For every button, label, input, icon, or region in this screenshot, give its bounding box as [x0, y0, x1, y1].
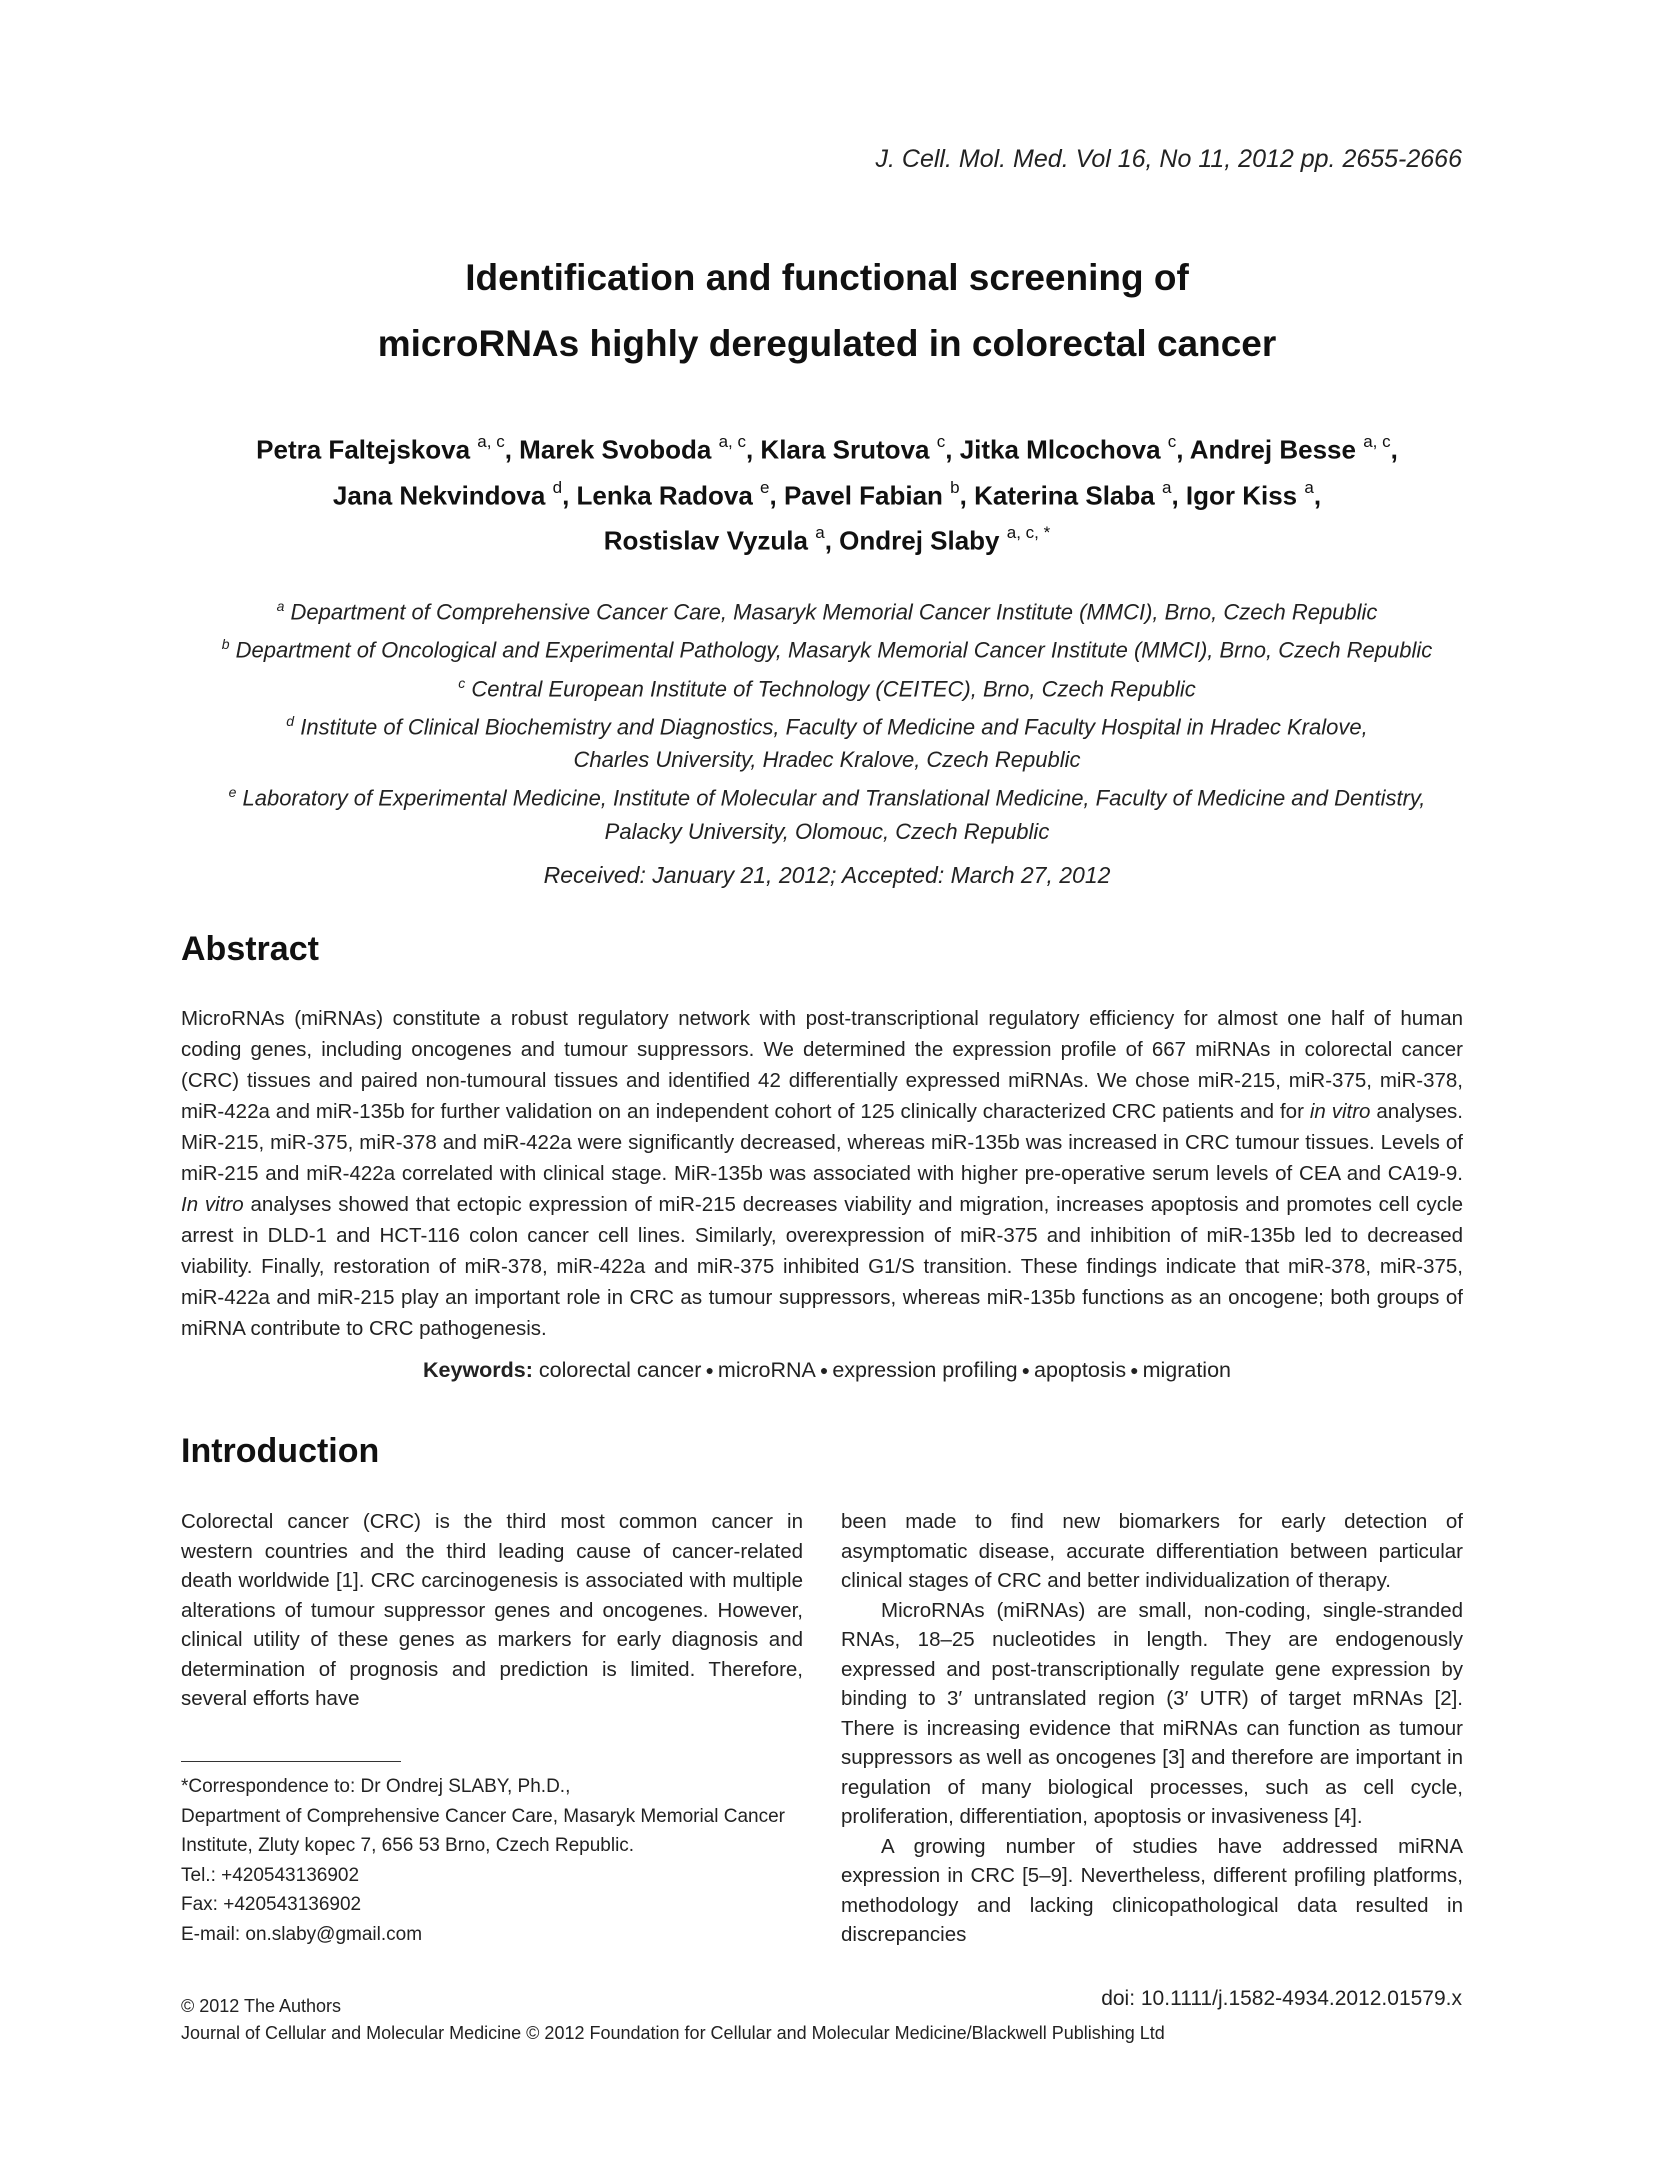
abstract-text-part: MicroRNAs (miRNAs) constitute a robust regulatory network with post-transcriptional regulatory efficiency for almost one half of human coding genes, including oncogenes and tumour suppressors. We determined the expression profile of 667 miRNAs in colorectal cancer (CRC) tissues and paired non-tumoural tissues and identified 42 differentially expressed miRNAs. We chose miR-215, miR-375, miR-378, miR-422a and miR-135b for further validation on an independent cohort of 125 clinically characterized CRC patients and for: [181, 1007, 1463, 1123]
author-separator: ,: [769, 480, 784, 511]
page-footer: [181, 1993, 1165, 2047]
correspondence-line: Department of Comprehensive Cancer Care, Masaryk Memorial Cancer: [181, 1805, 786, 1827]
publisher-line: Journal of Cellular and Molecular Medicine © 2012 Foundation for Cellular and Molecular Medicine/Blackwell Publishing Ltd: [181, 2023, 1165, 2043]
author-separator: ,: [1176, 434, 1190, 465]
author-affiliation-marker: c: [936, 432, 946, 451]
author-affiliation-marker: d: [552, 477, 563, 497]
author-affiliation-marker: c: [1167, 432, 1177, 451]
affiliation-marker: d: [286, 712, 295, 729]
author-separator: ,: [1313, 480, 1322, 511]
author-affiliation-marker: a, c: [1363, 432, 1391, 451]
author-affiliation-marker: a, c, *: [1006, 523, 1051, 543]
abstract-text-part: analyses. MiR-215, miR-375, miR-378 and miR-422a were significantly decreased, whereas miR-135b was increased in CRC tumour tissues. Levels of miR-215 and miR-422a correlated with clinical stage. MiR-135b was associated with higher pre-operative serum levels of CEA and CA19-9.: [181, 1100, 1463, 1185]
copyright-line: © 2012 The Authors: [181, 1996, 342, 2016]
author-name: Jana Nekvindova: [332, 480, 546, 511]
affiliation-marker: e: [228, 784, 237, 801]
correspondence-footnote: [181, 1761, 803, 1949]
abstract-heading: Abstract: [181, 930, 319, 968]
author-separator: ,: [824, 525, 840, 556]
correspondence-email: E-mail: on.slaby@gmail.com: [181, 1923, 423, 1945]
author-affiliation-marker: b: [950, 477, 960, 497]
author-separator: ,: [1390, 434, 1398, 465]
author-line-3: [0, 515, 1654, 561]
introduction-left-column: [181, 1507, 803, 1714]
introduction-right-column: [841, 1507, 1463, 1950]
title-line-2: microRNAs highly deregulated in colorectal cancer: [377, 323, 1277, 364]
footnote-rule: [181, 1761, 401, 1762]
introduction-heading: Introduction: [181, 1432, 380, 1470]
received-accepted-dates: Received: January 21, 2012; Accepted: March 27, 2012: [543, 862, 1111, 888]
correspondence-line: Institute, Zluty kopec 7, 656 53 Brno, Czech Republic.: [181, 1835, 635, 1856]
affiliation-a: [0, 590, 1654, 628]
paragraph: A growing number of studies have addressed miRNA expression in CRC [5–9]. Nevertheless, different profiling platforms, methodology and lacking clinicopathological data resulted in discrepancies: [841, 1834, 1463, 1946]
author-name: Pavel Fabian: [783, 480, 943, 511]
abstract-italic-term: in vitro: [1309, 1100, 1371, 1123]
author-name: Jitka Mlcochova: [959, 434, 1161, 465]
author-name: Ondrej Slaby: [839, 525, 1000, 556]
doi: doi: 10.1111/j.1582-4934.2012.01579.x: [1101, 1987, 1462, 2010]
abstract-text-part: analyses showed that ectopic expression of miR-215 decreases viability and migration, increases apoptosis and promotes cell cycle arrest in DLD-1 and HCT-116 colon cancer cell lines. Similarly, overexpression of miR-375 and inhibition of miR-135b led to decreased viability. Finally, restoration of miR-378, miR-422a and miR-375 inhibited G1/S transition. These findings indicate that miR-378, miR-375, miR-422a and miR-215 play an important role in CRC as tumour suppressors, whereas miR-135b functions as an oncogene; both groups of miRNA contribute to CRC pathogenesis.: [181, 1193, 1463, 1340]
paragraph: been made to find new biomarkers for early detection of asymptomatic disease, accurate differentiation between particular clinical stages of CRC and better individualization of therapy.: [841, 1510, 1463, 1592]
author-separator: ,: [504, 434, 520, 465]
keyword: colorectal cancer: [538, 1358, 702, 1382]
author-list: [0, 424, 1654, 561]
abstract-italic-term: In vitro: [181, 1193, 244, 1216]
keywords-line: [0, 1358, 1654, 1383]
affiliation-text: Department of Oncological and Experimental Pathology, Masaryk Memorial Cancer Institute (MMCI), Brno, Czech Republic: [235, 637, 1433, 663]
affiliation-text: Institute of Clinical Biochemistry and Diagnostics, Faculty of Medicine and Faculty Hospital in Hradec Kralove,: [300, 714, 1368, 740]
affiliation-marker: b: [221, 636, 230, 653]
keyword: apoptosis: [1034, 1358, 1127, 1382]
keyword: migration: [1142, 1358, 1231, 1382]
affiliation-d: [0, 705, 1654, 743]
author-affiliation-marker: a: [1161, 477, 1172, 497]
author-separator: ,: [959, 480, 975, 511]
paragraph: MicroRNAs (miRNAs) are small, non-coding, single-stranded RNAs, 18–25 nucleotides in length. They are endogenously expressed and post-transcriptionally regulate gene expression by binding to 3′ untranslated region (3′ UTR) of target mRNAs [2]. There is increasing evidence that miRNAs can function as tumour suppressors as well as oncogenes [3] and therefore are important in regulation of many biological processes, such as cell cycle, proliferation, differentiation, apoptosis or invasiveness [4].: [841, 1598, 1463, 1828]
affiliation-d-continued: Charles University, Hradec Kralove, Czech Republic: [573, 747, 1081, 773]
author-name: Klara Srutova: [760, 434, 930, 465]
author-name: Katerina Slaba: [974, 480, 1155, 511]
affiliation-marker: c: [458, 674, 466, 691]
author-separator: ,: [562, 480, 577, 511]
keywords-label: Keywords:: [423, 1358, 533, 1382]
author-name: Lenka Radova: [576, 480, 753, 511]
correspondence-line: *Correspondence to: Dr Ondrej SLABY, Ph.D.,: [181, 1776, 571, 1797]
keyword: microRNA: [717, 1358, 816, 1382]
affiliation-text: Laboratory of Experimental Medicine, Institute of Molecular and Translational Medicine, Faculty of Medicine and Dentistry,: [242, 785, 1426, 811]
author-line-1: [0, 424, 1654, 470]
author-name: Andrej Besse: [1189, 434, 1356, 465]
affiliation-marker: a: [276, 598, 285, 614]
correspondence-line: Fax: +420543136902: [181, 1894, 362, 1915]
affiliation-b: [0, 628, 1654, 666]
correspondence-line: Tel.: +420543136902: [181, 1864, 360, 1886]
affiliation-e-continued: Palacky University, Olomouc, Czech Republic: [604, 818, 1050, 844]
author-name: Petra Faltejskova: [256, 434, 471, 465]
paragraph: Colorectal cancer (CRC) is the third most common cancer in western countries and the third leading cause of cancer-related death worldwide [1]. CRC carcinogenesis is associated with multiple alterations of tumour suppressor genes and oncogenes. However, clinical utility of these genes as markers for early diagnosis and determination of prognosis and prediction is limited. Therefore, several efforts have: [181, 1510, 803, 1710]
author-separator: ,: [745, 434, 761, 465]
title-line-1: Identification and functional screening of: [465, 257, 1189, 298]
keyword-separator-icon: ●: [705, 1362, 714, 1378]
article-title: [0, 245, 1654, 377]
author-affiliation-marker: a: [1304, 477, 1314, 497]
author-affiliation-marker: a: [815, 523, 825, 543]
keyword-separator-icon: ●: [819, 1362, 829, 1378]
author-name: Marek Svoboda: [519, 434, 712, 465]
author-separator: ,: [1171, 480, 1186, 511]
affiliation-text: Central European Institute of Technology (CEITEC), Brno, Czech Republic: [471, 675, 1196, 701]
author-name: Igor Kiss: [1185, 480, 1298, 511]
affiliation-c: [0, 667, 1654, 705]
author-affiliation-marker: e: [760, 477, 770, 497]
author-affiliation-marker: a, c: [477, 432, 505, 451]
journal-citation: J. Cell. Mol. Med. Vol 16, No 11, 2012 pp. 2655-2666: [875, 145, 1462, 173]
author-affiliation-marker: a, c: [718, 432, 746, 451]
keyword-separator-icon: ●: [1130, 1362, 1139, 1378]
keyword: expression profiling: [832, 1358, 1018, 1382]
affiliation-text: Department of Comprehensive Cancer Care, Masaryk Memorial Cancer Institute (MMCI), Brno, Czech Republic: [290, 599, 1378, 625]
abstract-body: [181, 1003, 1463, 1344]
author-line-2: [0, 470, 1654, 516]
affiliation-list: [0, 590, 1654, 848]
keyword-separator-icon: ●: [1021, 1362, 1031, 1378]
author-separator: ,: [945, 434, 960, 465]
author-name: Rostislav Vyzula: [603, 525, 808, 556]
affiliation-e: [0, 776, 1654, 814]
